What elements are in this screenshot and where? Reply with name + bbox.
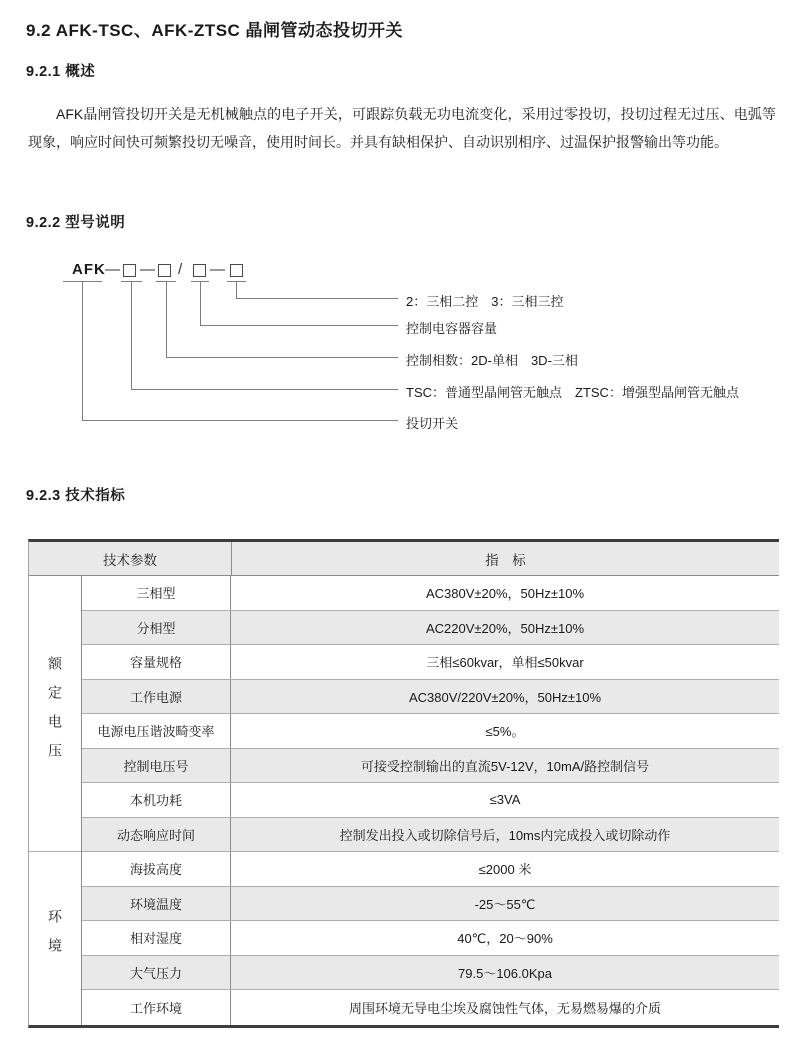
param-cell: 海拔高度: [82, 852, 231, 886]
spec-row: [82, 990, 779, 1025]
value-cell: 40℃，20～90%: [457, 931, 553, 947]
leader-line: [131, 389, 398, 390]
model-number-diagram: [0, 0, 800, 470]
model-dash: —: [140, 261, 155, 278]
spec-row: [82, 887, 779, 922]
param-cell: 容量规格: [82, 645, 231, 679]
leader-line: [166, 357, 398, 358]
group-rated-voltage: [29, 576, 81, 852]
param-cell: 本机功耗: [82, 783, 231, 817]
param-cell: 环境温度: [82, 887, 231, 921]
value-cell: AC380V±20%，50Hz±10%: [425, 586, 585, 602]
value-cell: AC220V±20%，50Hz±10%: [425, 620, 585, 636]
model-label-phase-control: 2：三相二控 3：三相三控: [406, 294, 564, 309]
value-cell: 控制发出投入或切除信号后，10ms内完成投入或切除动作: [339, 827, 671, 843]
overview-paragraph: AFK晶闸管投切开关是无机械触点的电子开关，可跟踪负载无功电流变化，采用过零投切，投切过程无过压、电弧等现象，响应时间快可频繁投切无噪音，使用时间长。并具有缺相保护、自动识别相序、过温保护报警输出等功能。: [28, 106, 776, 150]
spec-row: [82, 576, 779, 611]
param-cell: 三相型: [82, 576, 231, 610]
group-label: 额定电压: [47, 655, 63, 772]
spec-row: [82, 611, 779, 646]
spec-row: [82, 680, 779, 715]
model-dash: —: [105, 261, 120, 278]
model-dash: —: [210, 261, 225, 278]
specs-heading: 9.2.3 技术指标: [26, 488, 126, 504]
spec-table: [28, 539, 779, 1028]
model-label-switch: 投切开关: [406, 416, 459, 431]
model-heading: 9.2.2 型号说明: [26, 215, 126, 231]
value-cell: 79.5～106.0Kpa: [458, 965, 552, 981]
spec-row: [82, 818, 779, 853]
stem-line: [131, 281, 132, 389]
value-cell: 三相≤60kvar，单相≤50kvar: [426, 655, 584, 671]
model-label-capacitor-capacity: 控制电容器容量: [406, 321, 498, 336]
value-cell: ≤5%。: [485, 724, 525, 740]
spec-row: [82, 783, 779, 818]
spec-table-header: [29, 542, 779, 576]
model-slash: /: [178, 261, 183, 278]
model-label-type: TSC：普通型晶闸管无触点 ZTSC：增强型晶闸管无触点: [406, 385, 739, 400]
header-param-cell: 技术参数: [29, 542, 232, 575]
header-value-cell: 指 标: [485, 552, 526, 568]
value-cell: AC380V/220V±20%，50Hz±10%: [408, 689, 602, 705]
value-cell: -25～55℃: [474, 896, 536, 912]
value-cell: ≤2000 米: [478, 862, 532, 878]
value-cell: 可接受控制输出的直流5V-12V，10mA/路控制信号: [360, 758, 650, 774]
overview-heading: 9.2.1 概述: [26, 64, 96, 80]
param-cell: 大气压力: [82, 956, 231, 990]
page-title: 9.2 AFK-TSC、AFK-ZTSC 晶闸管动态投切开关: [26, 21, 404, 40]
stem-line: [166, 281, 167, 357]
spec-row: [82, 852, 779, 887]
param-cell: 工作电源: [82, 680, 231, 714]
value-cell: ≤3VA: [489, 792, 521, 808]
leader-line: [200, 325, 398, 326]
model-placeholder-box: [158, 264, 171, 277]
param-cell: 工作环境: [82, 990, 231, 1025]
spec-row: [82, 956, 779, 991]
group-label: 环境: [47, 909, 63, 968]
group-column: [29, 576, 82, 1025]
spec-row: [82, 714, 779, 749]
model-placeholder-box: [230, 264, 243, 277]
stem-line: [200, 281, 201, 325]
spec-table-body: [29, 576, 779, 1025]
spec-row: [82, 749, 779, 784]
spec-row: [82, 921, 779, 956]
leader-line: [236, 298, 398, 299]
model-placeholder-box: [193, 264, 206, 277]
leader-line: [82, 420, 398, 421]
model-placeholder-box: [123, 264, 136, 277]
value-cell: 周围环境无导电尘埃及腐蚀性气体，无易燃易爆的介质: [348, 1000, 661, 1016]
model-label-phase-number: 控制相数：2D-单相 3D-三相: [406, 353, 578, 368]
param-cell: 相对湿度: [82, 921, 231, 955]
model-prefix: AFK: [72, 261, 106, 278]
group-environment: [29, 852, 81, 1025]
spec-row: [82, 645, 779, 680]
spec-rows: [82, 576, 779, 1025]
stem-line: [82, 281, 83, 420]
stem-line: [236, 281, 237, 298]
param-cell: 动态响应时间: [82, 818, 231, 852]
param-cell: 电源电压谐波畸变率: [82, 714, 231, 748]
param-cell: 分相型: [82, 611, 231, 645]
param-cell: 控制电压号: [82, 749, 231, 783]
